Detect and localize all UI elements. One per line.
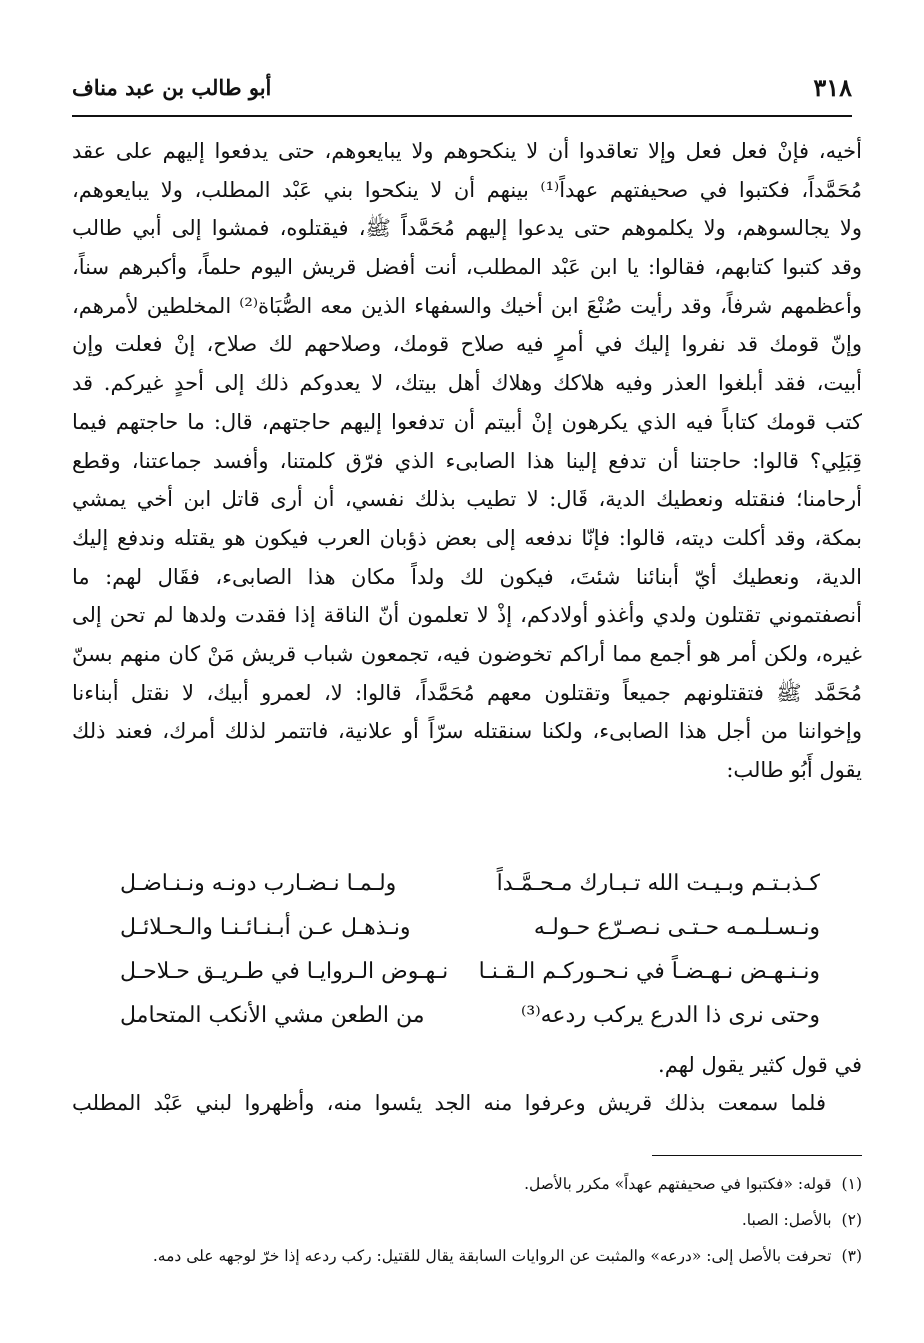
- poem: [120, 862, 820, 1038]
- text-line: أخيه، فإنْ فعل فعل وإلا تعاقدوا أن لا ينكحوهم ولا يبايعوهم، حتى يدفعوا إليهم على عقد: [72, 139, 862, 163]
- poem-verse: [120, 862, 820, 906]
- text-line: وإنّ قومك قد نفروا إليك في أمرٍ فيه صلاح قومك، وصلاحهم لك صلاح، إنْ فعلت وإن: [72, 332, 862, 357]
- running-head: [72, 72, 852, 108]
- second-hemistich: ولـمـا نـضـارب دونـه ونـنـاضـل: [120, 871, 397, 896]
- text-line: أنصفتموني تقتلون ولدي وأغذو أولادكم، إذْ لا تعلمون أنّ الناقة إذا فقدت ولدها لم تحن إلى: [72, 603, 862, 628]
- first-hemistich: وحتى نرى ذا الدرع يركب ردعه⁽³⁾: [521, 1003, 820, 1028]
- first-hemistich: ونـسـلـمـه حـتـى نـصـرّع حـولـه: [533, 915, 820, 940]
- second-hemistich: من الطعن مشي الأنكب المتحامل: [120, 1003, 425, 1028]
- poem-verse: [120, 950, 820, 994]
- text-line: يقول أَبُو طالب:: [726, 758, 862, 782]
- text-line: فلما سمعت بذلك قريش وعرفوا منه الجد يئسوا منه، وأظهروا لبني عَبْد المطلب: [72, 1091, 826, 1115]
- main-text: [72, 132, 862, 790]
- header-rule: [72, 115, 852, 117]
- text-line: الدية، ونعطيك أيّ أبنائنا شئتَ، فيكون لك ولداً مكان هذا الصابىء، فقَال لهم: ما: [72, 564, 862, 589]
- footnote-number: (٢): [841, 1211, 862, 1229]
- poem-verse: [120, 906, 820, 950]
- second-hemistich: ونـذهـل عـن أبـنـائـنـا والـحـلائـل: [120, 915, 411, 940]
- poem-verse: [120, 994, 820, 1038]
- footnote: [72, 1238, 862, 1274]
- footnote-text: بالأصل: الصبا.: [741, 1211, 832, 1229]
- text-line: أبيت، فقد أبلغوا العذر وفيه هلاكك وهلاك أهل بيتك، لا يعدوكم ذلك إلى أحدٍ غيركم. قد: [72, 371, 862, 396]
- text-line: مُحَمَّد ﷺ فتقتلونهم جميعاً وتقتلون معهم مُحَمَّداً، قالوا: لا، لعمرو أبيك، لا نقتل أبناءنا: [72, 680, 862, 705]
- text-line: بمكة، وقد أكلت ديته، قالوا: فإنّا ندفعه إلى بعض ذؤبان العرب فيكون هو يقتله وندفع إليك: [72, 525, 862, 550]
- text-line: مُحَمَّداً، فكتبوا في صحيفتهم عهداً⁽¹⁾ بينهم أن لا ينكحوا بني عَبْد المطلب، ولا يبايعوهم،: [72, 177, 862, 202]
- footnote-number: (١): [841, 1175, 862, 1193]
- running-title: أبو طالب بن عبد مناف: [72, 75, 272, 100]
- text-line: ولا يجالسوهم، ولا يكلموهم حتى يدعوا إليهم مُحَمَّداً ﷺ، فيقتلوه، فمشوا إلى أبي طالب: [72, 216, 862, 241]
- text-line: وإخواننا من أجل هذا الصابىء، ولكنا سنقتله سرّاً أو علانية، فاتتمر لذلك أمرك، فعند ذلك: [72, 719, 862, 744]
- footnote: [72, 1166, 862, 1202]
- first-hemistich: كـذبـتـم وبـيـت الله تـبـارك مـحـمَّـداً: [496, 871, 820, 896]
- footnotes: [72, 1166, 862, 1274]
- text-line: أرحامنا؛ فنقتله ونعطيك الدية، قَال: لا تطيب بذلك نفسي، أن أرى قاتل ابن أخي يمشي: [72, 487, 862, 512]
- footnote-text: تحرفت بالأصل إلى: «درعه» والمثبت عن الروايات السابقة يقال للقتيل: ركب ردعه إذا خرّ لوجهه على دمه.: [152, 1247, 832, 1265]
- first-hemistich: ونـنـهـض نـهـضـاً في نـحـوركـم الـقـنـا: [478, 959, 820, 984]
- second-hemistich: نـهـوض الـروايـا في طـريـق حـلاحـل: [120, 959, 449, 984]
- page-number: ٣١٨: [813, 73, 852, 102]
- footnote-number: (٣): [841, 1247, 862, 1265]
- text-line: غيره، ولكن أمر هو أجمع مما أراكم تخوضون فيه، تجمعون شباب قريش مَنْ كان منهم بسنّ: [72, 641, 862, 666]
- footnote-rule: [652, 1155, 862, 1156]
- text-line: في قول كثير يقول لهم.: [658, 1053, 862, 1077]
- text-line: كتب قومك كتاباً فيه الذي يكرهون إنْ أبيتم أن تدفعوا إليهم حاجتهم، قال: ما حاجتهم فيما: [72, 409, 862, 434]
- after-poem-text: [72, 1046, 862, 1122]
- text-line: وأعظمهم شرفاً، وقد رأيت صُنْعَ ابن أخيك والسفهاء الذين معه الصُّبَاة⁽²⁾ المخلطين لأمرهم،: [72, 293, 862, 318]
- footnote-text: قوله: «فكتبوا في صحيفتهم عهداً» مكرر بالأصل.: [524, 1175, 832, 1193]
- footnote: [72, 1202, 862, 1238]
- text-line: وقد كتبوا كتابهم، فقالوا: يا ابن عَبْد المطلب، أنت أفضل قريش اليوم حلماً، وأكبرهم سناً،: [72, 255, 862, 280]
- text-line: قِبَلِي؟ قالوا: حاجتنا أن تدفع إلينا هذا الصابىء الذي فرّق كلمتنا، وأفسد جماعتنا، وقطع: [72, 448, 862, 473]
